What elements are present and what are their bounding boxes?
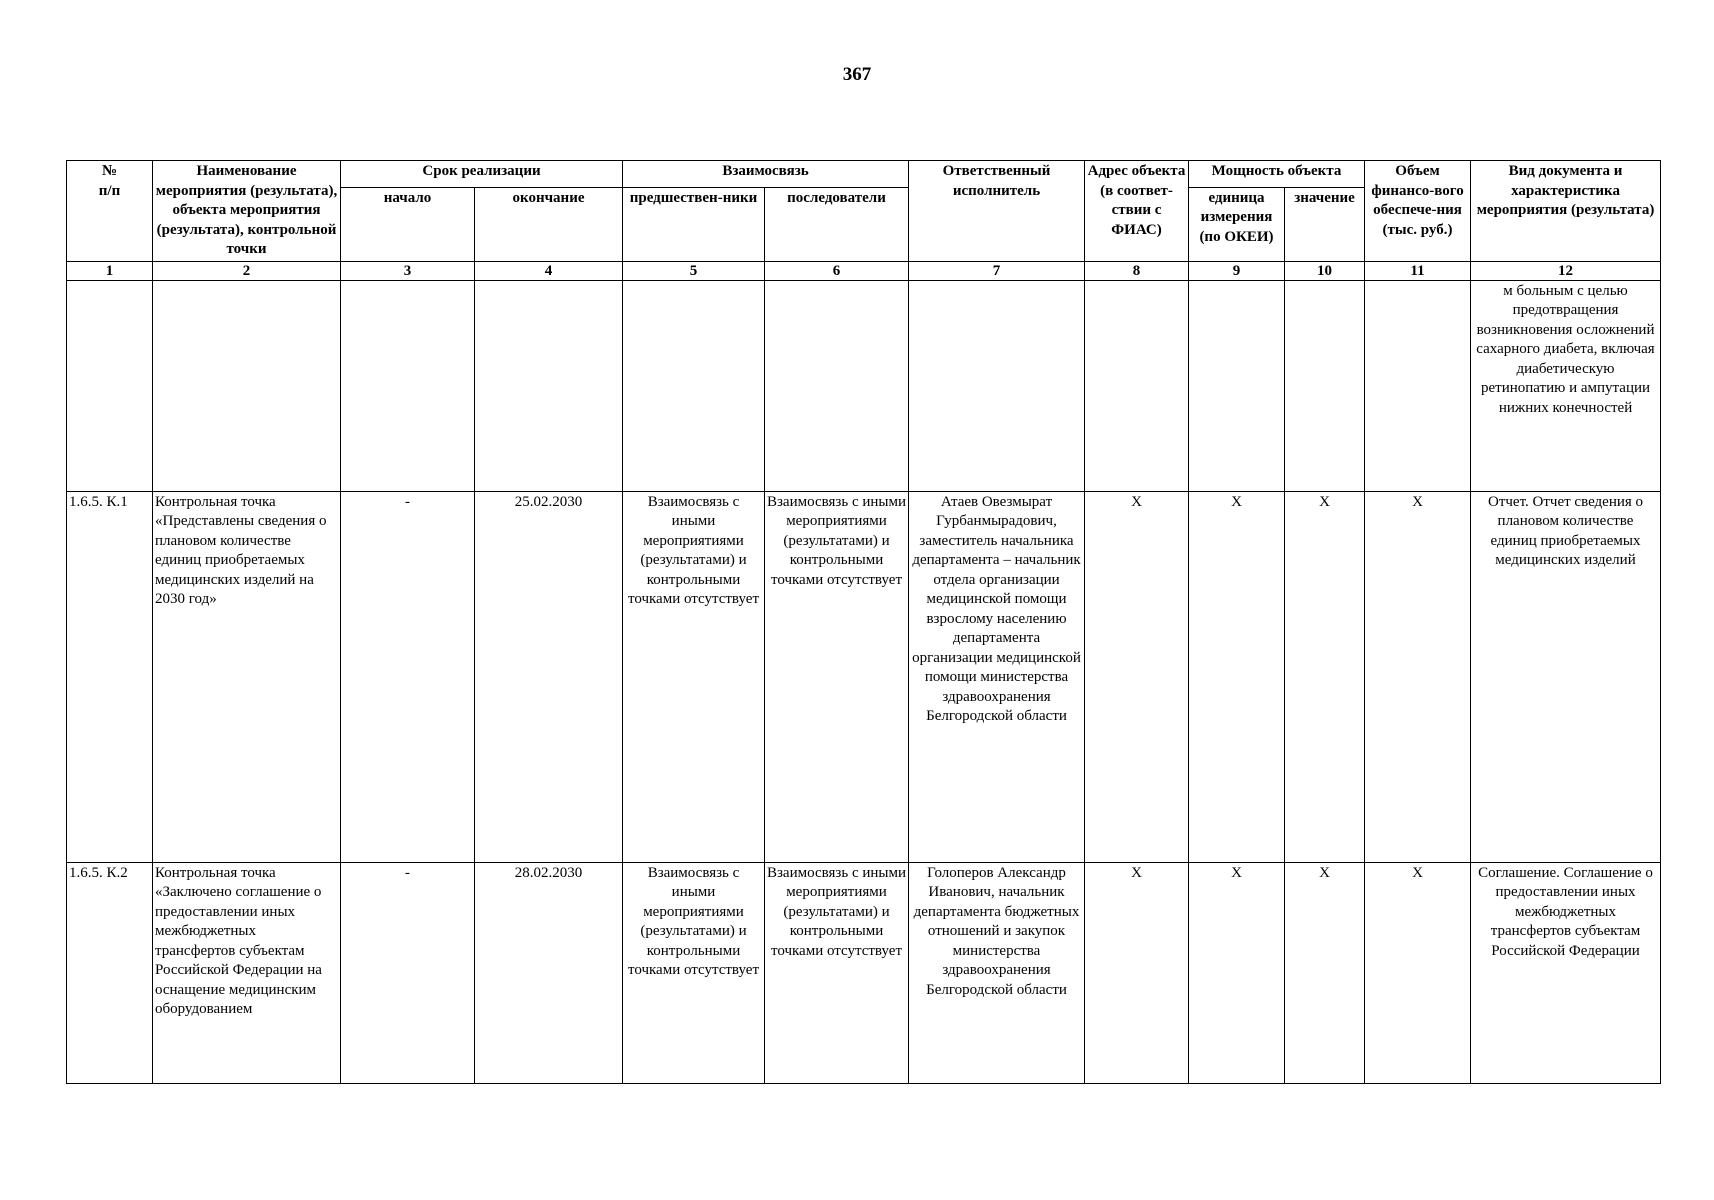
row-start-cell: - <box>341 862 475 1083</box>
column-number: 2 <box>153 261 341 280</box>
row-unit-cell: X <box>1189 862 1285 1083</box>
header-relation: Взаимосвязь <box>623 161 909 188</box>
header-value: значение <box>1285 187 1365 261</box>
row-start-cell: - <box>341 491 475 862</box>
row-end-cell: 28.02.2030 <box>475 862 623 1083</box>
table-cell <box>153 280 341 491</box>
column-number: 9 <box>1189 261 1285 280</box>
row-unit-cell: X <box>1189 491 1285 862</box>
header-term: Срок реализации <box>341 161 623 188</box>
table-row <box>67 862 1661 1083</box>
row-successors-cell: Взаимосвязь с иными мероприятиями (результатами) и контрольными точками отсутствует <box>765 491 909 862</box>
continuation-doc-cell: м больным с целью предотвращения возникновения осложнений сахарного диабета, включая диабетическую ретинопатию и ампутации нижних конечностей <box>1471 280 1661 491</box>
column-number: 1 <box>67 261 153 280</box>
table-cell <box>623 280 765 491</box>
row-num-cell: 1.6.5. К.1 <box>67 491 153 862</box>
column-number: 8 <box>1085 261 1189 280</box>
row-name-cell: Контрольная точка «Заключено соглашение о предоставлении иных межбюджетных трансфертов субъектам Российской Федерации на оснащение медицинским оборудованием <box>153 862 341 1083</box>
column-number: 11 <box>1365 261 1471 280</box>
column-number: 7 <box>909 261 1085 280</box>
row-value-cell: X <box>1285 491 1365 862</box>
row-name-cell: Контрольная точка «Представлены сведения о плановом количестве единиц приобретаемых медицинских изделий на 2030 год» <box>153 491 341 862</box>
header-doc-type: Вид документа и характеристика мероприятия (результата) <box>1471 161 1661 262</box>
table-cell <box>765 280 909 491</box>
row-volume-cell: X <box>1365 491 1471 862</box>
header-capacity: Мощность объекта <box>1189 161 1365 188</box>
table-cell <box>67 280 153 491</box>
column-number: 12 <box>1471 261 1661 280</box>
column-number: 10 <box>1285 261 1365 280</box>
row-value-cell: X <box>1285 862 1365 1083</box>
header-name: Наименование мероприятия (результата), объекта мероприятия (результата), контрольной точки <box>153 161 341 262</box>
row-doc-cell: Отчет. Отчет сведения о плановом количестве единиц приобретаемых медицинских изделий <box>1471 491 1661 862</box>
header-volume: Объем финансо-вого обеспече-ния (тыс. руб.) <box>1365 161 1471 262</box>
row-volume-cell: X <box>1365 862 1471 1083</box>
table-cell <box>341 280 475 491</box>
table-cell <box>1085 280 1189 491</box>
header-unit: единица измерения (по ОКЕИ) <box>1189 187 1285 261</box>
table-body <box>67 280 1661 1083</box>
table-cell <box>909 280 1085 491</box>
table-row-continuation <box>67 280 1661 491</box>
page-number: 367 <box>842 64 872 85</box>
header-num: № п/п <box>67 161 153 262</box>
table-cell <box>475 280 623 491</box>
row-responsible-cell: Голоперов Александр Иванович, начальник департамента бюджетных отношений и закупок министерства здравоохранения Белгородской области <box>909 862 1085 1083</box>
table-header <box>67 161 1661 281</box>
column-number: 3 <box>341 261 475 280</box>
header-successors: последователи <box>765 187 909 261</box>
plan-table <box>66 160 1661 1084</box>
header-responsible: Ответственный исполнитель <box>909 161 1085 262</box>
row-address-cell: X <box>1085 491 1189 862</box>
row-num-cell: 1.6.5. К.2 <box>67 862 153 1083</box>
row-predecessors-cell: Взаимосвязь с иными мероприятиями (результатами) и контрольными точками отсутствует <box>623 862 765 1083</box>
table-cell <box>1365 280 1471 491</box>
row-responsible-cell: Атаев Овезмырат Гурбанмырадович, заместитель начальника департамента – начальник отдела организации медицинской помощи взрослому населению департамента организации медицинской помощи министерства здравоохранения Белгородской области <box>909 491 1085 862</box>
row-successors-cell: Взаимосвязь с иными мероприятиями (результатами) и контрольными точками отсутствует <box>765 862 909 1083</box>
table-row <box>67 491 1661 862</box>
table-cell <box>1285 280 1365 491</box>
column-number: 5 <box>623 261 765 280</box>
header-address: Адрес объекта (в соответ-ствии с ФИАС) <box>1085 161 1189 262</box>
row-end-cell: 25.02.2030 <box>475 491 623 862</box>
header-predecessors: предшествен-ники <box>623 187 765 261</box>
row-address-cell: X <box>1085 862 1189 1083</box>
header-term-end: окончание <box>475 187 623 261</box>
row-doc-cell: Соглашение. Соглашение о предоставлении иных межбюджетных трансфертов субъектам Российской Федерации <box>1471 862 1661 1083</box>
row-predecessors-cell: Взаимосвязь с иными мероприятиями (результатами) и контрольными точками отсутствует <box>623 491 765 862</box>
column-number-row <box>67 261 1661 280</box>
plan-table-wrapper <box>66 160 1660 1084</box>
column-number: 4 <box>475 261 623 280</box>
header-term-start: начало <box>341 187 475 261</box>
table-cell <box>1189 280 1285 491</box>
column-number: 6 <box>765 261 909 280</box>
